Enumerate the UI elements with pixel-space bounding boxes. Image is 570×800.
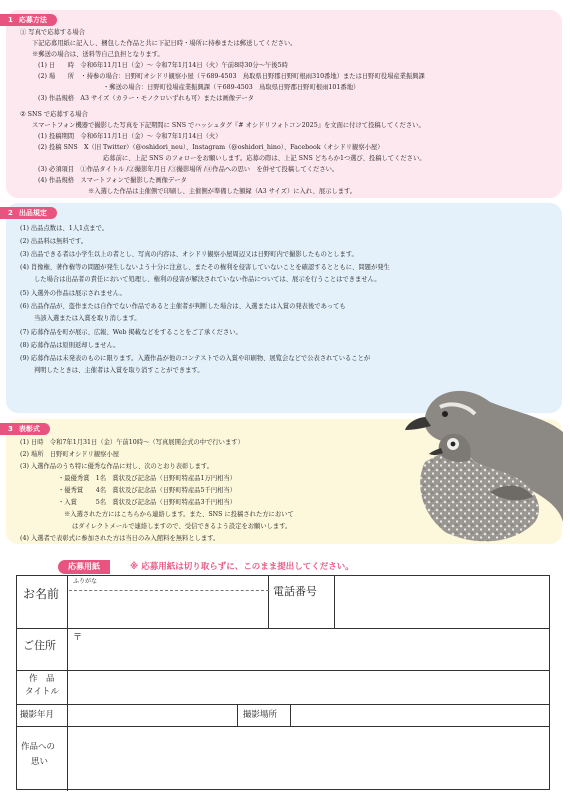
- row-divider: [17, 628, 549, 629]
- photo-heading: ① 写真で応募する場合: [20, 29, 85, 36]
- name-label: お名前: [23, 587, 60, 601]
- column-divider: [290, 704, 291, 726]
- text-line: はダイレクトメールで連絡しますので、受信できるよう設定をお願いします。: [72, 523, 292, 530]
- text-line: (4) 入選者で表彰式に参加された方は当日のみ入館料を無料とします。: [20, 535, 220, 542]
- postal-mark: 〒: [73, 633, 83, 643]
- mandarin-duck-illustration: [395, 372, 565, 547]
- section-number: 2: [8, 209, 13, 217]
- text-line: (5) 入選外の作品は展示されません。: [20, 290, 126, 297]
- row-divider: [17, 704, 549, 705]
- text-line: (7) 応募作品を町が展示、広報、Web 掲載などをすることをご了承ください。: [20, 329, 242, 336]
- phone-input[interactable]: [336, 578, 548, 626]
- text-line: (8) 応募作品は原則返却しません。: [20, 342, 120, 349]
- section-number: 1: [8, 16, 13, 24]
- text-line: (3) 出品できる者は小学生以上の者とし、写真の内容は、オシドリ観察小屋周辺又は日野町内で撮影したものとします。: [20, 251, 358, 258]
- shooting-place-label: 撮影場所: [243, 710, 278, 720]
- award-line: ・最優秀賞 1名 賞状及び記念品（日野町特産品1万円相当）: [58, 475, 237, 482]
- text-line: (3) 必須項目 ①作品タイトル /②撮影年月日 /③撮影場所 /④作品への思い を併せて投稿してください。: [38, 166, 339, 173]
- text-line: (4) 作品規格 スマートフォンで撮影した画像データ: [38, 177, 187, 184]
- shooting-date-input[interactable]: [69, 706, 235, 724]
- text-line: (9) 応募作品は未発表のものに限ります。入選作品が他のコンテストでの入賞や印刷物、展覧会などで公表されていることが: [20, 355, 371, 362]
- text-line: (3) 入選作品のうち特に優秀な作品に対し、次のとおり表彰します。: [20, 463, 214, 470]
- furigana-input[interactable]: [69, 590, 269, 591]
- text-line: (1) 日時 令和7年1月31日（金）午前10時～（写真展開会式の中で行います）: [20, 439, 244, 446]
- section-application-method: [6, 10, 562, 198]
- name-input[interactable]: [69, 593, 267, 627]
- text-line: (4) 肖像権、著作権等の問題が発生しないよう十分に注意し、またその権利を侵害していないことを確認するとともに、問題が発生: [20, 264, 390, 271]
- address-label: ご住所: [23, 639, 56, 652]
- title-label: タイトル: [25, 687, 59, 697]
- form-tag: 応募用紙: [58, 560, 110, 574]
- section-number: 3: [8, 425, 13, 433]
- text-line: スマートフォン機器で撮影した写真を下記期間に SNS でハッシュタグ『# オシドリフォトコン2025』を文面に付けて投稿してください。: [32, 122, 425, 129]
- text-line: (2) 出品料は無料です。: [20, 238, 88, 245]
- row-divider: [17, 726, 549, 727]
- text-line: (2) 場所 日野町オシドリ観察小屋: [20, 451, 120, 458]
- title-input[interactable]: [69, 672, 547, 702]
- row-divider: [17, 670, 549, 671]
- text-line: 応募前に、上記 SNS のフォローをお願いします。応募の際は、上記 SNS どちらか1つ選び、投稿してください。: [103, 155, 426, 162]
- text-line: (1) 日 時 令和6年11月1日（金）～ 令和7年1月14日（火）午前8時30分～午後5時: [38, 62, 288, 69]
- title-label: 作 品: [29, 674, 55, 684]
- application-form: [16, 575, 550, 790]
- column-divider: [237, 704, 238, 726]
- section-title: 表彰式: [18, 425, 40, 433]
- text-line: ※郵送の場合は、送料等自己負担となります。: [32, 51, 164, 58]
- section-tag: [0, 14, 57, 26]
- text-line: (3) 作品規格 A3 サイズ（カラー・モノクロいずれも可）または画像データ: [38, 95, 254, 102]
- text-line: (2) 場 所 ・持参の場合：日野町オシドリ観察小屋（〒689-4503 鳥取県日野郡日野町根雨310番地）または日野町役場産業振興課: [38, 73, 425, 80]
- text-line: (1) 投稿期間 令和6年11月1日（金）～ 令和7年1月14日（火）: [38, 133, 222, 140]
- phone-label: 電話番号: [273, 585, 317, 598]
- thoughts-input[interactable]: [69, 728, 547, 788]
- award-line: ・入賞 5名 賞状及び記念品（日野町特産品3千円相当）: [58, 499, 237, 506]
- text-line: ・郵送の場合：日野町役場産業振興課（〒689-4503 鳥取県日野郡日野町根雨101番地）: [103, 84, 360, 91]
- column-divider: [334, 576, 335, 628]
- sns-heading: ② SNS で応募する場合: [20, 111, 88, 118]
- text-line: (2) 投稿 SNS X（旧 Twitter）（@oshidori_neu）、Instagram（@oshidori_hino）、Facebook（オシドリ観察小屋）: [38, 144, 384, 151]
- section-tag: [0, 423, 50, 435]
- thoughts-label: 思い: [31, 757, 49, 767]
- shooting-place-input[interactable]: [292, 706, 547, 724]
- furigana-label: ふりがな: [73, 578, 98, 585]
- text-line: 当該入選または入賞を取り消します。: [34, 315, 141, 322]
- column-divider: [268, 576, 269, 628]
- section-tag: [0, 207, 57, 219]
- address-input[interactable]: [69, 630, 547, 668]
- text-line: (1) 出品点数は、1人1点まで。: [20, 225, 109, 232]
- section-title: 出品規定: [18, 209, 47, 217]
- text-line: 判明したときは、主催者は入賞を取り消すことができます。: [34, 367, 204, 374]
- award-line: ・優秀賞 4名 賞状及び記念品（日野町特産品5千円相当）: [58, 487, 237, 494]
- section-title: 応募方法: [18, 16, 47, 24]
- form-note: ※ 応募用紙は切り取らずに、このまま提出してください。: [130, 562, 354, 572]
- text-line: 下記応募用紙に記入し、梱包した作品と共に下記日時・場所に持参または郵送してください。: [32, 40, 297, 47]
- text-line: (6) 出品作品が、盗作または自作でない作品であると主催者が判断した場合は、入選または入賞の発表後であっても: [20, 303, 346, 310]
- text-line: ※入選された方にはこちらから連絡します。また、SNS に投稿された方において: [64, 511, 294, 518]
- label-column-divider: [67, 576, 68, 791]
- shooting-date-label: 撮影年月: [20, 710, 55, 720]
- text-line: した場合は出品者の責任において処理し、権利の侵害が解決されていない作品については、展示を行うことはできません。: [34, 276, 381, 283]
- text-line: ※入選した作品は主催側で印刷し、主催側が準備した額縁（A3 サイズ）に入れ、展示します。: [88, 188, 357, 195]
- thoughts-label: 作品への: [21, 742, 56, 752]
